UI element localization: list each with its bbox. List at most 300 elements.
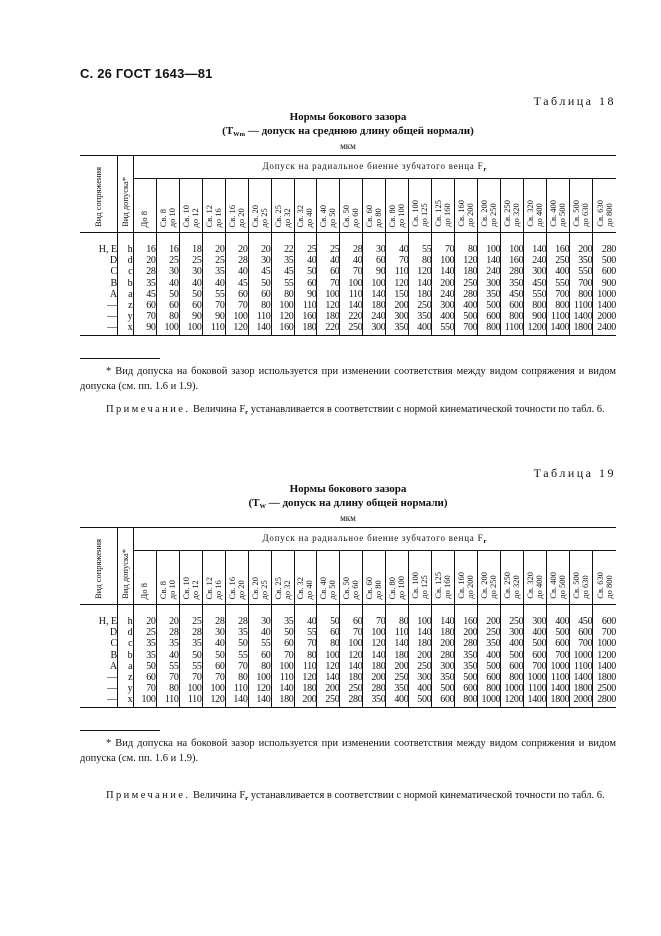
cell-value: 40 xyxy=(317,255,340,266)
range-label xyxy=(480,568,498,599)
cell-value: 160 xyxy=(455,605,478,628)
range-label-line: до 25 xyxy=(258,579,269,599)
table-row xyxy=(80,627,616,638)
col-header-tolerance xyxy=(133,528,616,551)
cell-value: 180 xyxy=(271,694,294,707)
cell-value: 1000 xyxy=(478,694,501,707)
range-header xyxy=(363,179,386,233)
cell-value: 500 xyxy=(547,627,570,638)
table-title: Нормы бокового зазора xyxy=(289,111,407,123)
cell-value: 400 xyxy=(386,694,409,707)
cell-value: 100 xyxy=(248,672,271,683)
table-18-block xyxy=(80,94,616,420)
cell-value: 500 xyxy=(501,650,524,661)
cell-value: 300 xyxy=(432,661,455,672)
subtitle-rest: — допуск на среднюю длину общей нормали) xyxy=(245,125,474,137)
cell-value: 450 xyxy=(524,278,547,289)
table-subtitle xyxy=(80,125,616,141)
cell-value: 120 xyxy=(248,683,271,694)
cell-value: 40 xyxy=(156,278,179,289)
cell-value: 250 xyxy=(340,683,363,694)
range-header xyxy=(570,551,593,605)
cell-value: 35 xyxy=(225,627,248,638)
table-row xyxy=(80,233,616,256)
cell-value: 100 xyxy=(317,289,340,300)
cell-value: 100 xyxy=(271,661,294,672)
cell-value: 280 xyxy=(363,683,386,694)
cell-value: 250 xyxy=(455,278,478,289)
cell-value: 50 xyxy=(248,278,271,289)
cell-value: 45 xyxy=(271,266,294,277)
note-text-rest: устанавливается в соответствии с нормой кинематической точности по табл. 6. xyxy=(248,789,605,801)
cell-value: 70 xyxy=(225,661,248,672)
range-label xyxy=(503,568,521,599)
cell-value: 1400 xyxy=(593,661,616,672)
norms-table xyxy=(80,527,616,708)
range-label-line: Св. 125 xyxy=(433,200,444,227)
cell-value: 100 xyxy=(225,311,248,322)
range-label-line: до 160 xyxy=(442,575,453,599)
range-header xyxy=(409,179,432,233)
cell-value: 120 xyxy=(409,266,432,277)
cell-value: 30 xyxy=(248,605,271,628)
range-header xyxy=(455,179,478,233)
cell-value: 400 xyxy=(455,300,478,311)
cell-value: 28 xyxy=(202,605,225,628)
cell-value: 60 xyxy=(202,661,225,672)
range-header xyxy=(340,551,363,605)
footnote: * Вид допуска на боковой зазор используется при изменении соответствия между видом сопряжения и видом допуска (см. пп. 1.6 и 1.9). xyxy=(80,737,616,764)
range-header xyxy=(156,551,179,605)
cell-value: 80 xyxy=(409,255,432,266)
cell-value: 1200 xyxy=(501,694,524,707)
cell-value: 300 xyxy=(386,311,409,322)
cell-value: 600 xyxy=(593,605,616,628)
cell-value: 350 xyxy=(386,322,409,335)
cell-value: 55 xyxy=(248,638,271,649)
cell-value: 1400 xyxy=(524,694,547,707)
cell-value: 110 xyxy=(294,300,317,311)
cell-value: 100 xyxy=(478,233,501,256)
cell-value: 800 xyxy=(501,672,524,683)
cell-value: 50 xyxy=(225,638,248,649)
cell-value: 550 xyxy=(547,278,570,289)
range-label xyxy=(140,207,149,227)
cell-value: 140 xyxy=(432,605,455,628)
cell-value: 240 xyxy=(432,289,455,300)
cell-value: 80 xyxy=(317,638,340,649)
cell-value: 80 xyxy=(156,311,179,322)
cell-value: 70 xyxy=(271,650,294,661)
table-title: Нормы бокового зазора xyxy=(289,483,407,495)
range-label-line: Св. 160 xyxy=(456,572,467,599)
range-label-line: до 250 xyxy=(488,203,499,227)
cell-value: 80 xyxy=(386,605,409,628)
range-label xyxy=(388,200,406,227)
cell-value: 900 xyxy=(524,311,547,322)
cell-value: 500 xyxy=(455,672,478,683)
range-label-line: до 10 xyxy=(166,207,177,227)
cell-value: 1100 xyxy=(570,300,593,311)
range-label-line: до 32 xyxy=(281,579,292,599)
cell-value: 25 xyxy=(146,627,156,639)
cell-value: 16 xyxy=(146,244,156,256)
col-header-vid-sopryazheniya xyxy=(80,156,118,233)
cell-value: 140 xyxy=(409,627,432,638)
cell-value: 700 xyxy=(524,661,547,672)
range-label xyxy=(596,568,614,599)
cell-value: 100 xyxy=(340,278,363,289)
cell-value: 250 xyxy=(501,605,524,628)
cell-vid-sopryazheniya: C xyxy=(110,638,118,650)
note xyxy=(80,788,616,806)
range-label xyxy=(251,573,269,599)
cell-value: 110 xyxy=(202,322,225,335)
cell-value: 1800 xyxy=(570,322,593,335)
range-label-line: Св. 40 xyxy=(318,204,329,227)
range-label-line: до 160 xyxy=(442,203,453,227)
cell-value: 550 xyxy=(432,322,455,335)
range-label-line: Св. 160 xyxy=(456,200,467,227)
cell-value: 600 xyxy=(547,638,570,649)
cell-value: 120 xyxy=(455,255,478,266)
cell-value: 90 xyxy=(294,289,317,300)
table-subtitle xyxy=(80,497,616,513)
range-label-line: до 12 xyxy=(189,207,200,227)
cell-value: 140 xyxy=(386,638,409,649)
cell-value: 800 xyxy=(547,300,570,311)
cell-value: 1400 xyxy=(547,683,570,694)
cell-value: 80 xyxy=(271,289,294,300)
cell-value: 140 xyxy=(432,266,455,277)
range-header xyxy=(248,551,271,605)
cell-value: 25 xyxy=(294,233,317,256)
cell-value: 800 xyxy=(455,694,478,707)
footnote-rule xyxy=(80,730,160,731)
cell-value: 40 xyxy=(386,233,409,256)
cell-value: 100 xyxy=(271,300,294,311)
range-label xyxy=(596,196,614,227)
cell-value: 28 xyxy=(146,266,156,278)
cell-value: 110 xyxy=(225,683,248,694)
cell-value: 500 xyxy=(455,311,478,322)
range-header xyxy=(386,179,409,233)
cell-value: 400 xyxy=(524,627,547,638)
cell-value: 55 xyxy=(409,233,432,256)
cell-value: 500 xyxy=(409,694,432,707)
cell-value: 250 xyxy=(409,300,432,311)
table-row xyxy=(80,266,616,277)
cell-value: 240 xyxy=(524,255,547,266)
cell-value: 35 xyxy=(146,638,156,650)
range-label-line: Св. 60 xyxy=(364,204,375,227)
range-label xyxy=(296,201,314,227)
range-label xyxy=(251,201,269,227)
cell-value: 150 xyxy=(386,289,409,300)
subtitle-sub: Wm xyxy=(233,131,246,138)
cell-value: 500 xyxy=(478,661,501,672)
table-row xyxy=(80,311,616,322)
range-header xyxy=(547,179,570,233)
range-label xyxy=(549,196,567,227)
cell-value: 50 xyxy=(317,605,340,628)
cell-value: 45 xyxy=(225,278,248,289)
cell-value: 800 xyxy=(478,683,501,694)
table-row xyxy=(80,694,616,707)
range-label xyxy=(503,196,521,227)
cell-value: 2500 xyxy=(593,683,616,694)
cell-value: 100 xyxy=(409,605,432,628)
range-header xyxy=(294,551,317,605)
cell-value: 90 xyxy=(133,322,156,335)
cell-vid-sopryazheniya: — xyxy=(107,300,118,312)
cell-value: 400 xyxy=(432,311,455,322)
cell-value: 1400 xyxy=(570,311,593,322)
cell-value: 20 xyxy=(146,255,156,267)
cell-value: 35 xyxy=(146,277,156,289)
range-header xyxy=(225,179,248,233)
cell-value: 90 xyxy=(363,266,386,277)
cell-value: 200 xyxy=(478,605,501,628)
range-label-line: Св. 320 xyxy=(525,572,536,599)
table-row xyxy=(80,300,616,311)
cell-value: 70 xyxy=(294,638,317,649)
table-number: Таблица 18 xyxy=(533,94,616,108)
cell-value: 60 xyxy=(248,650,271,661)
cell-value: 220 xyxy=(317,322,340,335)
range-label-line: до 200 xyxy=(465,203,476,227)
cell-value: 400 xyxy=(409,322,432,335)
cell-value: 70 xyxy=(363,605,386,628)
cell-value: 300 xyxy=(478,278,501,289)
range-header xyxy=(478,179,501,233)
range-header xyxy=(248,179,271,233)
cell-value: 350 xyxy=(478,289,501,300)
table-unit: мкм xyxy=(340,513,356,523)
cell-value: 160 xyxy=(294,311,317,322)
range-header xyxy=(593,179,616,233)
range-header xyxy=(271,551,294,605)
range-label-line: Св. 60 xyxy=(364,576,375,599)
col-header-tolerance-label: Допуск на радиальное биение зубчатого венца F xyxy=(262,533,484,543)
cell-value: 350 xyxy=(363,694,386,707)
cell-value: 40 xyxy=(179,278,202,289)
cell-value: 350 xyxy=(409,311,432,322)
cell-value: 28 xyxy=(179,627,202,638)
cell-value: 600 xyxy=(501,661,524,672)
cell-value: 250 xyxy=(478,627,501,638)
cell-value: 120 xyxy=(317,661,340,672)
cell-value: 1800 xyxy=(570,683,593,694)
table-row xyxy=(80,289,616,300)
cell-value: 100 xyxy=(156,322,179,335)
cell-value: 180 xyxy=(294,322,317,335)
cell-value: 200 xyxy=(570,233,593,256)
cell-value: 80 xyxy=(455,233,478,256)
col-header-tolerance xyxy=(133,156,616,179)
cell-value: 180 xyxy=(363,300,386,311)
cell-value: 600 xyxy=(478,311,501,322)
cell-value: 25 xyxy=(179,605,202,628)
range-label-line: до 20 xyxy=(235,579,246,599)
table-row xyxy=(80,278,616,289)
note-label: Примечание. xyxy=(106,403,191,415)
range-label-line: до 80 xyxy=(373,207,384,227)
cell-value: 1400 xyxy=(570,672,593,683)
cell-value: 110 xyxy=(248,311,271,322)
cell-value: 28 xyxy=(225,255,248,266)
cell-value: 60 xyxy=(146,300,156,312)
cell-value: 250 xyxy=(317,694,340,707)
cell-value: 240 xyxy=(363,311,386,322)
range-label-line: до 10 xyxy=(166,579,177,599)
range-label xyxy=(319,201,337,227)
table-row xyxy=(80,638,616,649)
cell-value: 300 xyxy=(501,627,524,638)
col-header-label: Вид допуска* xyxy=(119,177,130,227)
cell-value: 60 xyxy=(294,278,317,289)
cell-value: 200 xyxy=(317,683,340,694)
cell-value: 600 xyxy=(593,266,616,277)
cell-value: 200 xyxy=(386,300,409,311)
cell-value: 120 xyxy=(225,322,248,335)
cell-value: 600 xyxy=(501,300,524,311)
range-label-line: до 500 xyxy=(557,575,568,599)
range-label xyxy=(319,573,337,599)
range-label xyxy=(228,573,246,599)
cell-value: 40 xyxy=(202,278,225,289)
cell-value: 250 xyxy=(386,672,409,683)
cell-value: 180 xyxy=(386,650,409,661)
subtitle-open: (T xyxy=(222,125,234,137)
cell-value: 80 xyxy=(225,672,248,683)
cell-value: 30 xyxy=(156,266,179,277)
cell-value: 50 xyxy=(202,650,225,661)
cell-value: 80 xyxy=(248,661,271,672)
cell-value: 100 xyxy=(363,278,386,289)
cell-value: 100 xyxy=(340,638,363,649)
range-label-line: до 32 xyxy=(281,207,292,227)
cell-value: 140 xyxy=(524,233,547,256)
range-header xyxy=(524,551,547,605)
cell-value: 400 xyxy=(478,650,501,661)
note-label: Примечание. xyxy=(106,789,191,801)
cell-value: 180 xyxy=(363,661,386,672)
range-label-line: Св. 250 xyxy=(502,200,513,227)
cell-value: 55 xyxy=(202,289,225,300)
cell-value: 20 xyxy=(248,233,271,256)
range-label-line: Св. 10 xyxy=(180,576,191,599)
range-label-line: Св. 80 xyxy=(387,204,398,227)
col-header-vid-dopuska xyxy=(118,156,133,233)
cell-value: 250 xyxy=(409,661,432,672)
cell-value: 60 xyxy=(156,300,179,311)
range-label xyxy=(159,576,177,599)
cell-value: 35 xyxy=(271,605,294,628)
subtitle-open: (T xyxy=(248,497,260,509)
cell-vid-sopryazheniya: A xyxy=(109,660,118,672)
cell-value: 35 xyxy=(156,638,179,649)
range-header xyxy=(294,179,317,233)
cell-value: 350 xyxy=(386,683,409,694)
cell-value: 22 xyxy=(271,233,294,256)
range-label xyxy=(526,568,544,599)
cell-value: 100 xyxy=(501,233,524,256)
cell-vid-sopryazheniya: D xyxy=(109,627,118,639)
col-header-label: Вид допуска* xyxy=(119,549,130,599)
cell-value: 700 xyxy=(570,638,593,649)
note-text-rest: устанавливается в соответствии с нормой кинематической точности по табл. 6. xyxy=(248,403,605,415)
cell-value: 600 xyxy=(432,694,455,707)
range-label-line: до 60 xyxy=(350,207,361,227)
cell-value: 350 xyxy=(455,650,478,661)
cell-value: 70 xyxy=(179,672,202,683)
cell-value: 20 xyxy=(225,233,248,256)
range-label-line: до 250 xyxy=(488,575,499,599)
range-label-line: до 20 xyxy=(235,207,246,227)
cell-value: 1100 xyxy=(524,683,547,694)
cell-value: 120 xyxy=(340,650,363,661)
cell-value: 280 xyxy=(593,233,616,256)
cell-value: 70 xyxy=(156,672,179,683)
range-label xyxy=(549,568,567,599)
range-label-line: до 400 xyxy=(534,575,545,599)
cell-value: 1000 xyxy=(593,638,616,649)
range-label xyxy=(480,196,498,227)
range-header xyxy=(363,551,386,605)
range-label xyxy=(434,196,452,227)
cell-value: 90 xyxy=(179,311,202,322)
cell-value: 18 xyxy=(179,233,202,256)
range-label xyxy=(572,196,590,227)
cell-value: 400 xyxy=(547,605,570,628)
cell-value: 900 xyxy=(593,278,616,289)
range-label-line: до 125 xyxy=(419,575,430,599)
cell-value: 180 xyxy=(294,683,317,694)
cell-value: 2800 xyxy=(593,694,616,707)
cell-vid-dopuska: c xyxy=(118,266,133,277)
range-label-line: Св. 630 xyxy=(594,572,605,599)
table-19-block xyxy=(80,466,616,806)
range-header xyxy=(317,179,340,233)
col-header-vid-dopuska xyxy=(118,528,133,605)
range-header xyxy=(547,551,570,605)
range-header xyxy=(409,551,432,605)
cell-value: 100 xyxy=(363,627,386,638)
range-label xyxy=(296,573,314,599)
range-header xyxy=(501,179,524,233)
cell-value: 40 xyxy=(202,638,225,649)
cell-value: 1000 xyxy=(501,683,524,694)
range-label-line: до 40 xyxy=(304,579,315,599)
cell-value: 280 xyxy=(455,289,478,300)
cell-value: 70 xyxy=(386,255,409,266)
cell-value: 600 xyxy=(455,683,478,694)
range-label-line: до 630 xyxy=(580,203,591,227)
cell-vid-dopuska: c xyxy=(118,638,133,649)
range-header xyxy=(179,551,202,605)
cell-value: 70 xyxy=(146,683,156,695)
cell-value: 140 xyxy=(340,661,363,672)
cell-value: 350 xyxy=(432,672,455,683)
cell-value: 100 xyxy=(179,683,202,694)
cell-value: 1100 xyxy=(501,322,524,335)
cell-value: 350 xyxy=(455,661,478,672)
cell-value: 55 xyxy=(179,661,202,672)
cell-value: 600 xyxy=(478,672,501,683)
range-header xyxy=(202,551,225,605)
cell-value: 240 xyxy=(478,266,501,277)
